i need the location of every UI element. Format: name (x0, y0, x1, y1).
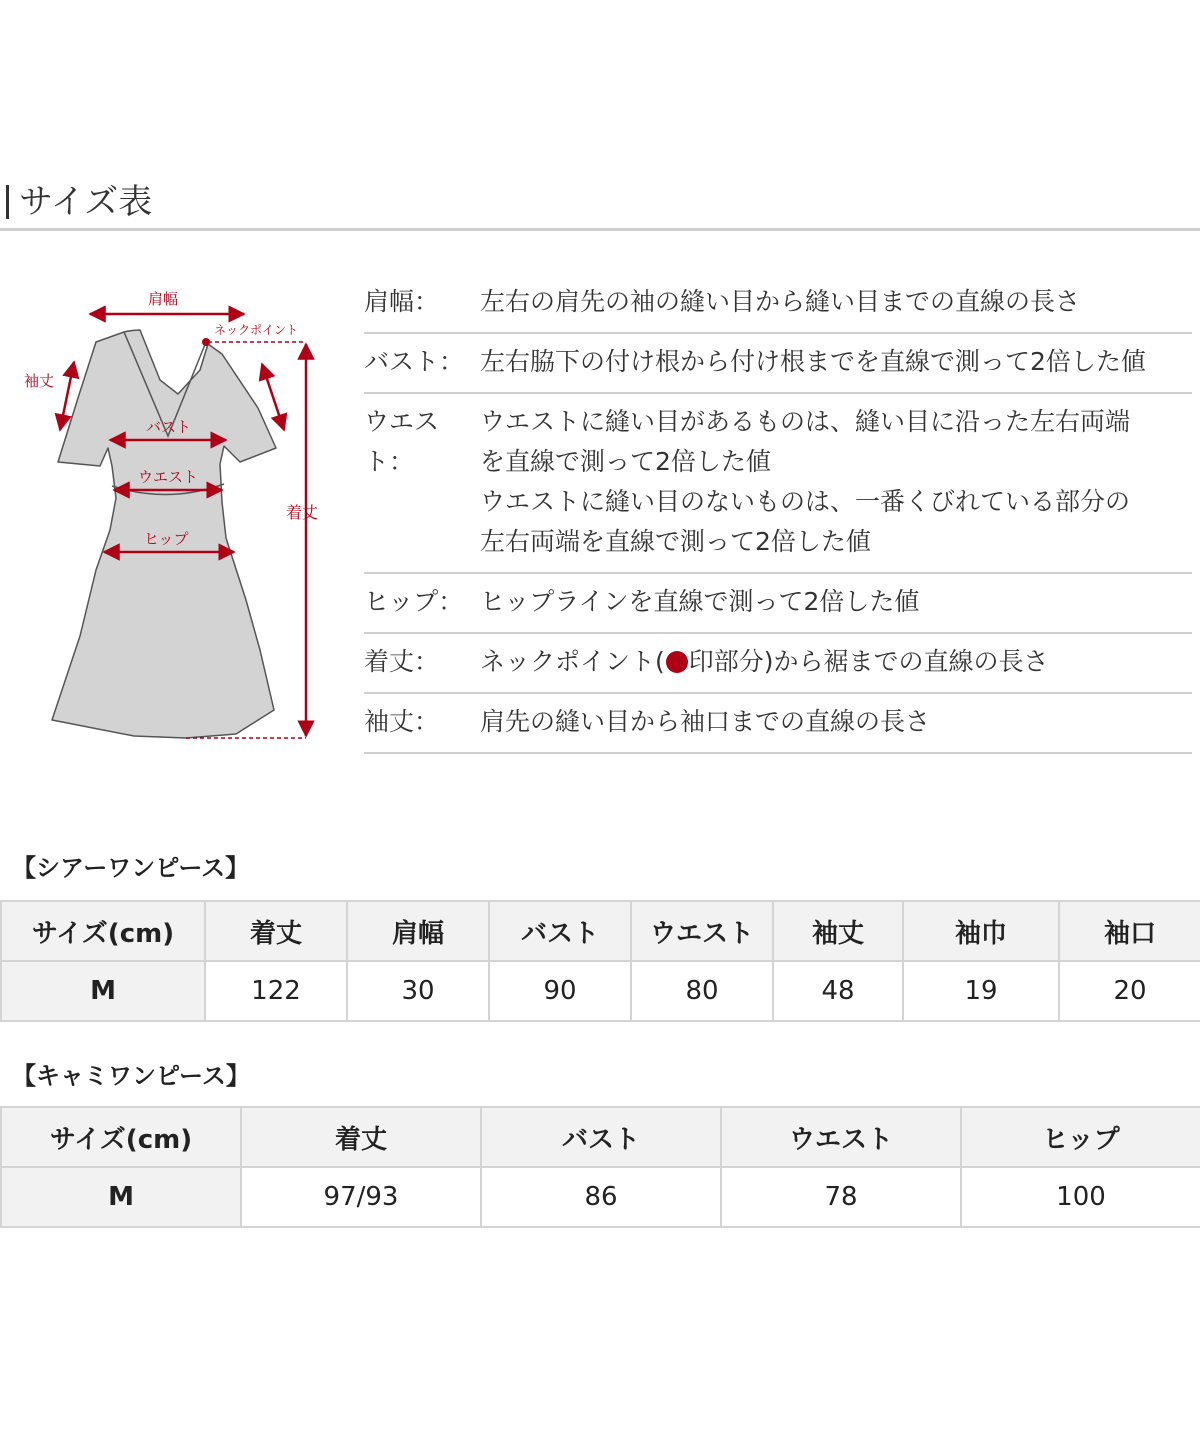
value-cell: 97/93 (241, 1167, 481, 1227)
title-bar (6, 185, 9, 219)
value-cell: 19 (903, 961, 1059, 1021)
measurement-definitions (364, 274, 1192, 754)
table-row (1, 961, 1200, 1021)
definition-row (364, 574, 1192, 634)
page-title-text: サイズ表 (19, 182, 153, 222)
definition-text: ウエストに縫い目があるものは、縫い目に沿った左右両端 を直線で測って2倍した値 ウエストに縫い目のないものは、一番くびれている部分の 左右両端を直線で測って2倍した値 (480, 407, 1131, 556)
title-divider (0, 228, 1200, 231)
definition-text: ネックポイント( 印部分)から裾までの直線の長さ (480, 647, 1049, 676)
definition-row (364, 634, 1192, 694)
neck-point-label: ネックポイント (214, 323, 299, 337)
value-cell: 48 (773, 961, 903, 1021)
header-cell: 袖丈 (773, 901, 903, 961)
value-cell: 30 (347, 961, 489, 1021)
header-cell: 袖口 (1059, 901, 1200, 961)
value-cell: 122 (205, 961, 347, 1021)
waist-label: ウエスト (138, 468, 199, 486)
value-cell: 80 (631, 961, 773, 1021)
camisole-dress-size-table (0, 1106, 1200, 1228)
size-cell: M (1, 961, 205, 1021)
header-cell: 着丈 (205, 901, 347, 961)
shoulder-label: 肩幅 (148, 290, 179, 308)
header-cell: バスト (489, 901, 631, 961)
definition-term: 袖丈： (364, 707, 440, 736)
definition-row (364, 394, 1192, 574)
definition-text: 左右脇下の付け根から付け根までを直線で測って2倍した値 (480, 347, 1146, 376)
header-cell: ウエスト (721, 1107, 961, 1167)
definition-text: ヒップラインを直線で測って2倍した値 (480, 587, 920, 616)
header-cell: 着丈 (241, 1107, 481, 1167)
bust-label: バスト (146, 418, 192, 436)
sleeve-arrow-right (262, 364, 284, 430)
dress-measurement-diagram (0, 270, 360, 770)
value-cell: 90 (489, 961, 631, 1021)
definition-row (364, 694, 1192, 754)
definition-row (364, 274, 1192, 334)
header-cell: ウエスト (631, 901, 773, 961)
value-cell: 78 (721, 1167, 961, 1227)
sheer-dress-size-table (0, 900, 1200, 1022)
header-cell: サイズ(cm) (1, 1107, 241, 1167)
definition-term: バスト： (364, 347, 465, 376)
hip-label: ヒップ (144, 530, 189, 548)
header-cell: サイズ(cm) (1, 901, 205, 961)
definition-term: ウエスト： (364, 407, 440, 476)
definition-text: 肩先の縫い目から袖口までの直線の長さ (480, 707, 931, 736)
page-title (6, 174, 152, 223)
definition-text: 左右の肩先の袖の縫い目から縫い目までの直線の長さ (480, 287, 1081, 316)
table-header-row (1, 1107, 1200, 1167)
header-cell: バスト (481, 1107, 721, 1167)
table-row (1, 1167, 1200, 1227)
header-cell: 袖巾 (903, 901, 1059, 961)
red-dot-icon (666, 651, 688, 673)
header-cell: ヒップ (961, 1107, 1200, 1167)
header-cell: 肩幅 (347, 901, 489, 961)
camisole-dress-heading: 【キャミワンピース】 (12, 1062, 250, 1090)
definition-row (364, 334, 1192, 394)
value-cell: 20 (1059, 961, 1200, 1021)
size-cell: M (1, 1167, 241, 1227)
definition-term: 肩幅： (364, 287, 440, 316)
sleeve-label: 袖丈 (24, 372, 55, 390)
definition-term: 着丈： (364, 647, 440, 676)
definition-term: ヒップ： (364, 587, 464, 616)
value-cell: 86 (481, 1167, 721, 1227)
table-header-row (1, 901, 1200, 961)
length-label: 着丈 (286, 503, 319, 522)
value-cell: 100 (961, 1167, 1200, 1227)
sheer-dress-heading: 【シアーワンピース】 (12, 854, 250, 882)
